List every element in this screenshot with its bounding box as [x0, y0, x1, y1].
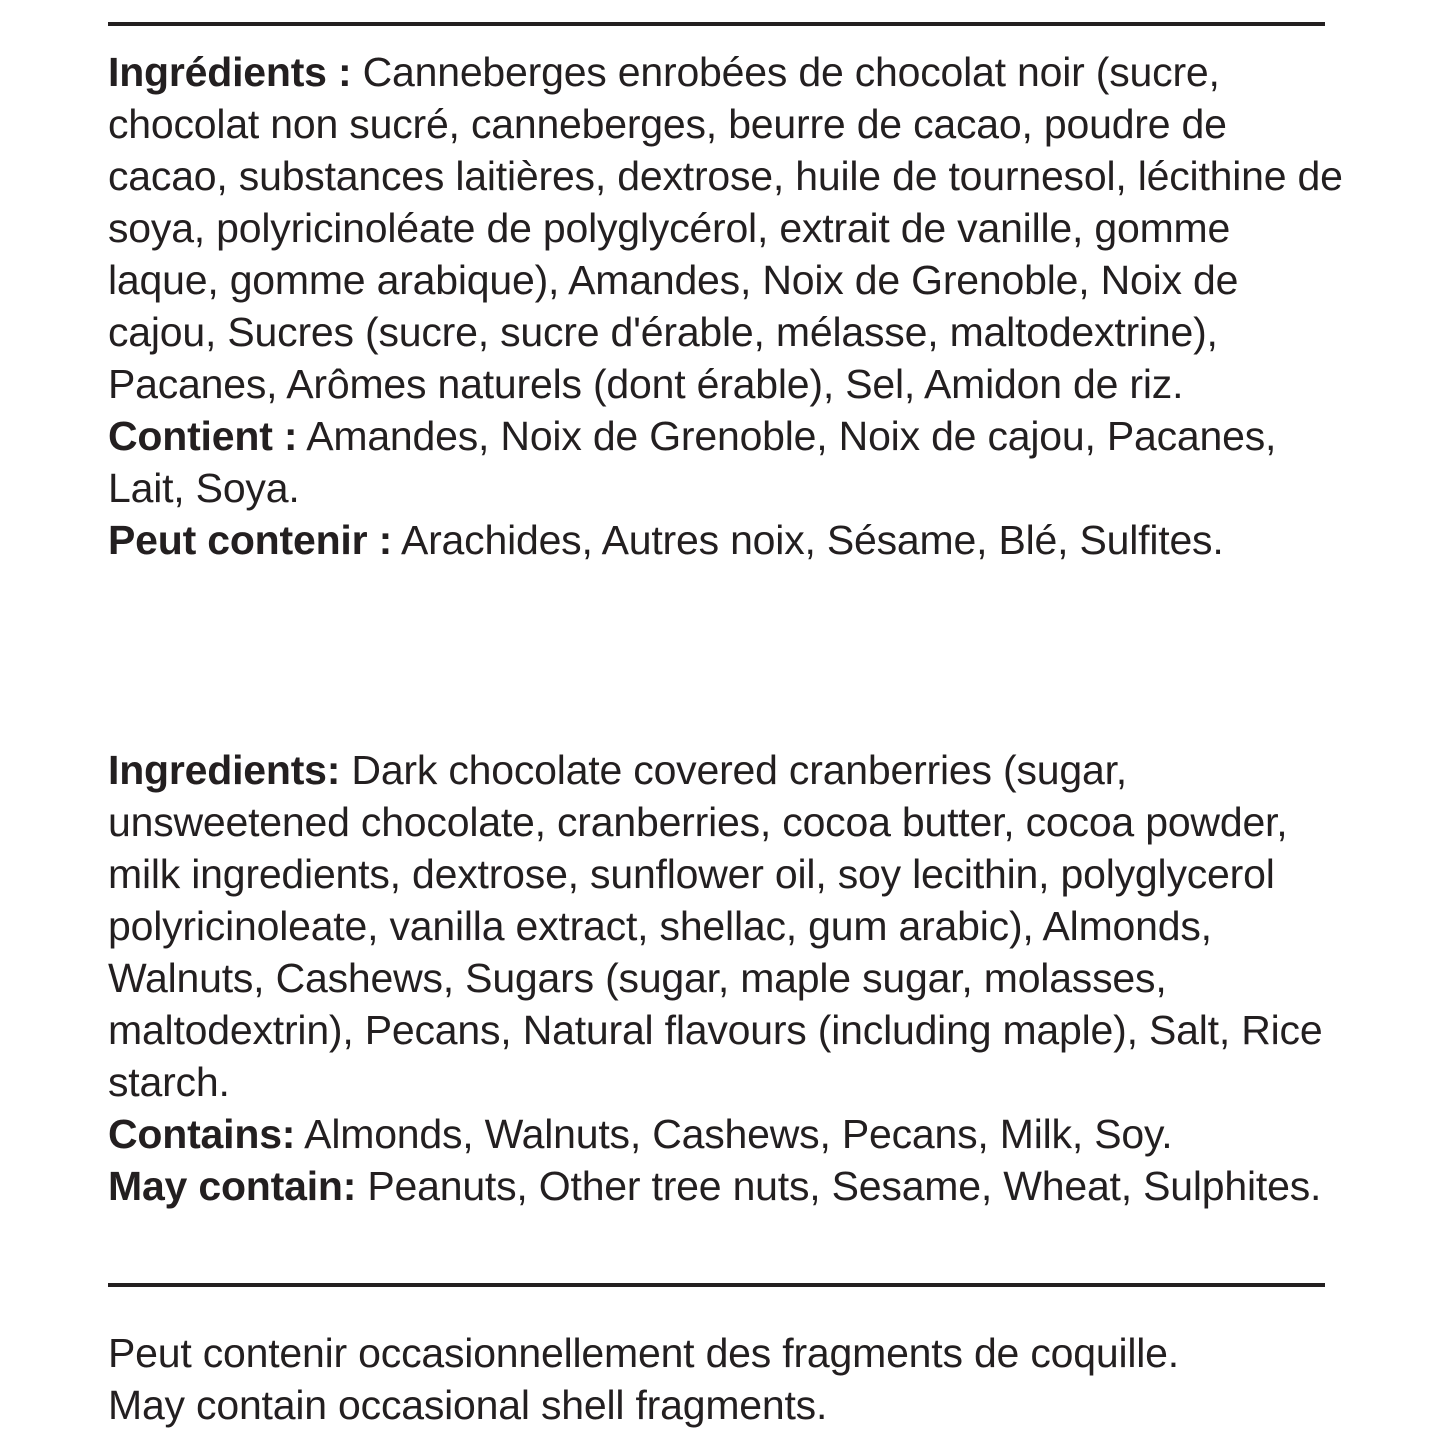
english-shell-note: May contain occasional shell fragments.: [108, 1382, 828, 1428]
shell-fragments-note: [108, 1327, 1348, 1431]
english-ingredients-block: [108, 744, 1348, 1212]
english-ingredients-label: Ingredients:: [108, 747, 341, 793]
french-may-contain-label: Peut contenir :: [108, 517, 393, 563]
french-contains-label: Contient :: [108, 413, 298, 459]
english-contains-text: Almonds, Walnuts, Cashews, Pecans, Milk, Soy.: [295, 1111, 1173, 1157]
bottom-divider: [108, 1283, 1325, 1287]
french-ingredients-label: Ingrédients :: [108, 49, 352, 95]
english-contains-paragraph: [108, 1108, 1348, 1160]
french-ingredients-block: [108, 46, 1348, 566]
english-ingredients-paragraph: [108, 744, 1348, 1108]
french-contains-text: Amandes, Noix de Grenoble, Noix de cajou, Pacanes, Lait, Soya.: [108, 413, 1277, 511]
french-ingredients-text: Canneberges enrobées de chocolat noir (sucre, chocolat non sucré, canneberges, beurre de cacao, poudre de cacao, substances laitières, dextrose, huile de tournesol, lécithine de soya, polyricinoléate de polyglycérol, extrait de vanille, gomme laque, gomme arabique), Amandes, Noix de Grenoble, Noix de cajou, Sucres (sucre, sucre d'érable, mélasse, maltodextrine), Pacanes, Arômes naturels (dont érable), Sel, Amidon de riz.: [108, 49, 1343, 407]
top-divider: [108, 22, 1325, 26]
english-may-contain-paragraph: [108, 1160, 1348, 1212]
french-may-contain-paragraph: [108, 514, 1348, 566]
english-ingredients-text: Dark chocolate covered cranberries (sugar, unsweetened chocolate, cranberries, cocoa butter, cocoa powder, milk ingredients, dextrose, sunflower oil, soy lecithin, polyglycerol polyricinoleate, vanilla extract, shellac, gum arabic), Almonds, Walnuts, Cashews, Sugars (sugar, maple sugar, molasses, maltodextrin), Pecans, Natural flavours (including maple), Salt, Rice starch.: [108, 747, 1323, 1105]
english-may-contain-text: Peanuts, Other tree nuts, Sesame, Wheat, Sulphites.: [356, 1163, 1322, 1209]
french-ingredients-paragraph: [108, 46, 1348, 410]
english-contains-label: Contains:: [108, 1111, 296, 1157]
french-contains-paragraph: [108, 410, 1348, 514]
french-may-contain-text: Arachides, Autres noix, Sésame, Blé, Sulfites.: [392, 517, 1224, 563]
english-may-contain-label: May contain:: [108, 1163, 357, 1209]
french-shell-note: Peut contenir occasionnellement des fragments de coquille.: [108, 1330, 1179, 1376]
